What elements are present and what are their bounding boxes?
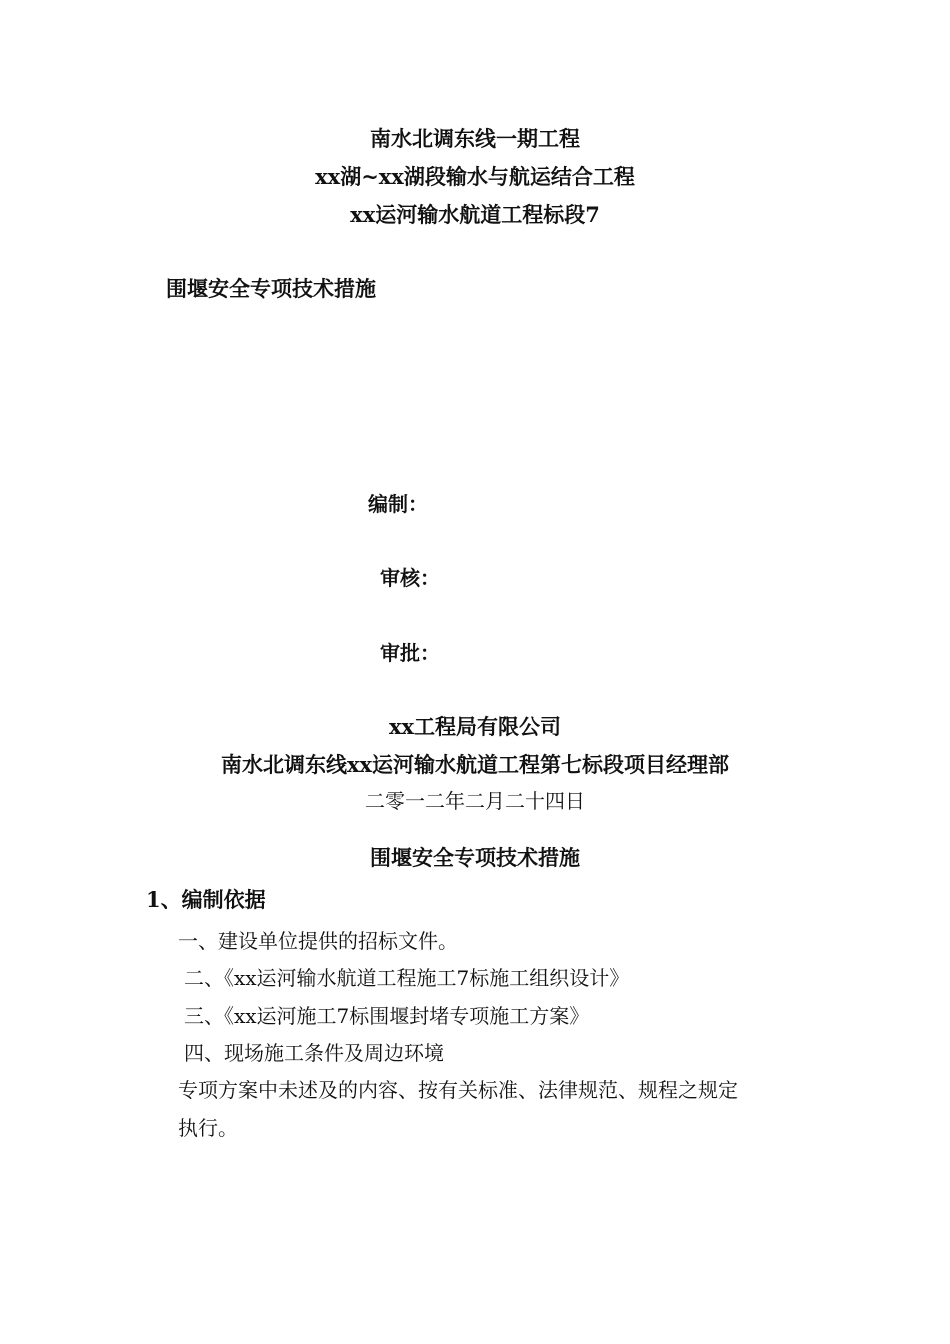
department-name: 南水北调东线xx运河输水航道工程第七标段项目经理部 (220, 752, 730, 777)
sign-approve-label: 审批： (380, 641, 440, 665)
basis-item-1: 一、建设单位提供的招标文件。 (178, 929, 458, 953)
sign-review-label: 审核： (380, 566, 440, 590)
sign-compile-label: 编制： (368, 492, 428, 516)
note-line-2: 执行。 (178, 1116, 238, 1140)
company-name: xx工程局有限公司 (388, 714, 562, 739)
cover-title-line-1: 南水北调东线一期工程 (370, 126, 580, 151)
cover-title-line-2: xx湖~xx湖段输水与航运结合工程 (315, 164, 635, 189)
section-1-title: 1、编制依据 (146, 887, 266, 912)
cover-document-title: 围堰安全专项技术措施 (166, 276, 376, 301)
cover-title-line-3: xx运河输水航道工程标段7 (350, 202, 600, 227)
basis-item-2: 二、《xx运河输水航道工程施工7标施工组织设计》 (184, 966, 630, 990)
document-date: 二零一二年二月二十四日 (365, 789, 585, 813)
body-heading: 围堰安全专项技术措施 (370, 845, 580, 870)
basis-item-4: 四、现场施工条件及周边环境 (184, 1041, 444, 1065)
note-line-1: 专项方案中未述及的内容、按有关标准、法律规范、规程之规定 (178, 1078, 738, 1102)
basis-item-3: 三、《xx运河施工7标围堰封堵专项施工方案》 (184, 1004, 590, 1028)
